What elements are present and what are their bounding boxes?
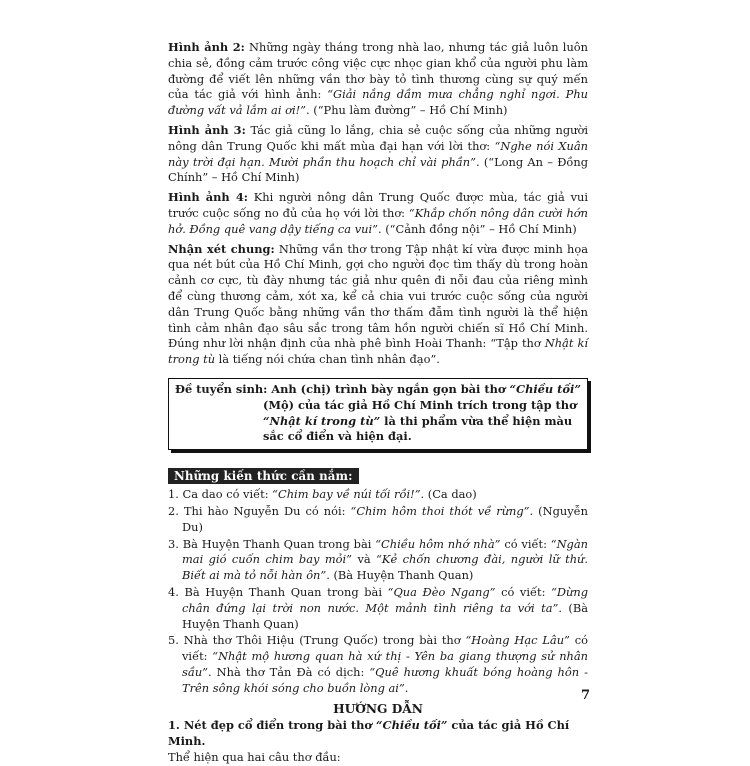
item-quote: “Quê hương khuất bóng hoàng hôn - Trên sông khói sóng cho buồn lòng ai”: [182, 664, 588, 695]
item-text: .: [404, 680, 409, 695]
item-text: có viết:: [500, 536, 551, 551]
list-item: [168, 537, 588, 584]
list-item: [168, 585, 588, 632]
paragraph-image-3: [168, 123, 588, 186]
paragraph-image-4: [168, 190, 588, 237]
item-quote: “Qua Đèo Ngang”: [387, 584, 496, 599]
item-text: và: [352, 552, 377, 567]
guide-sub-text: của tác giả Hồ Chí Minh.: [168, 718, 570, 749]
item-text: . (Bà Huyện Thanh Quan): [182, 600, 588, 631]
item-quote: “Dừng chân đứng lại trời non nước. Một mảnh tình riêng ta với ta”: [182, 584, 588, 615]
guide-subheading: [168, 718, 588, 750]
item-text: . (Ca dao): [420, 487, 477, 502]
item-text: . Nhà thơ Tản Đà có dịch:: [208, 664, 370, 679]
poem-quote: “Nghe nói Xuân này trời đại hạn. Mười phần thu hoạch chỉ vài phần”: [168, 138, 589, 169]
list-item: [168, 487, 588, 503]
exam-text: (Mộ) của tác giả Hồ Chí Minh trích trong tập thơ: [263, 397, 577, 412]
item-text: Nhà thơ Thôi Hiệu (Trung Quốc) trong bài thơ: [183, 633, 466, 648]
item-text: Bà Huyện Thanh Quan trong bài: [182, 536, 376, 551]
paragraph-general-comment: [168, 242, 588, 368]
item-quote: “Chiều hôm nhớ nhà”: [375, 536, 501, 551]
paragraph-lead: Hình ảnh 4:: [168, 190, 248, 205]
exam-question-box: [168, 378, 588, 450]
item-quote: “Kẻ chốn chương đài, người lữ thứ. Biết ai mà tỏ nỗi hàn ôn”: [182, 552, 588, 583]
poem-quote: “Giải nắng dầm mưa chẳng nghỉ ngơi. Phu đường vất vả lắm ai ơi!”: [168, 87, 588, 118]
item-text: có viết:: [182, 633, 588, 664]
exam-text: Anh (chị) trình bày ngắn gọn bài thơ: [267, 381, 510, 396]
guide-sub-text: 1. Nét đẹp cổ điển trong bài thơ: [168, 718, 376, 733]
item-text: Bà Huyện Thanh Quan trong bài: [184, 584, 388, 599]
item-text: Ca dao có viết:: [182, 487, 273, 502]
paragraph-text: Những vần thơ trong Tập nhật kí vừa được minh họa qua nét bút của Hồ Chí Minh, gợi cho người đọc tìm thấy dù trong hoàn cảnh cơ cực, tù đày nhưng tác giả như quên đi nỗi đau của riêng mình để cùng thương cảm, xót xa, kể cả chia vui trước cuộc sống của người dân Trung Quốc bằng những vần thơ thấm đẫm tình người là thể hiện tình cảm nhân đạo sâu sắc trong tâm hồn người chiến sĩ Hồ Chí Minh. Đúng như lời nhận định của nhà phê bình Hoài Thanh: “Tập thơ: [168, 241, 588, 351]
exam-text: là thi phẩm vừa thể hiện màu sắc cổ điển và hiện đại.: [263, 413, 573, 444]
list-item: [168, 504, 588, 536]
exam-question: [175, 382, 581, 445]
guide-heading: HƯỚNG DẪN: [333, 702, 423, 717]
page-number: 7: [580, 688, 590, 703]
paragraph-text: Những ngày tháng trong nhà lao, nhưng tác giả luôn luôn chia sẻ, đồng cảm trước công việc cực nhọc gian khổ của người phu làm đường để viết lên những vần thơ bày tỏ tình thương cùng sự quý mến của tác giả với hình ảnh:: [168, 40, 588, 102]
item-text: . (Nguyễn Du): [182, 503, 588, 534]
guide-poem-title: “Chiều tối”: [376, 718, 448, 733]
item-text: có viết:: [495, 584, 552, 599]
exam-tag: Đề tuyển sinh:: [175, 381, 268, 396]
knowledge-list: [168, 487, 588, 696]
list-item: [168, 633, 588, 696]
item-text: Thi hào Nguyễn Du có nói:: [183, 503, 351, 518]
item-number: 5.: [168, 633, 179, 648]
exam-collection-title: “Nhật kí trong tù”: [263, 413, 381, 428]
quote-source: . (“Long An – Đồng Chính” – Hồ Chí Minh): [168, 154, 589, 185]
exam-poem-title: “Chiều tối”: [509, 381, 581, 396]
item-quote: “Chim bay về núi tối rồi!”: [272, 487, 421, 502]
paragraph-end: là tiếng nói chứa chan tình nhân đạo”.: [215, 352, 440, 367]
page-content: [168, 40, 588, 766]
quote-source: . (“Cảnh đồng nội” – Hồ Chí Minh): [377, 221, 577, 236]
paragraph-text: Khi người nông dân Trung Quốc được mùa, tác giả vui trước cuộc sống no đủ của họ với lời thơ:: [168, 190, 588, 220]
item-quote: “Nhật mộ hương quan hà xứ thị - Yên ba giang thượng sử nhân sầu”: [182, 649, 589, 679]
paragraph-lead: Nhận xét chung:: [168, 241, 275, 256]
item-quote: “Ngàn mai gió cuốn chim bay mỏi”: [182, 536, 588, 567]
guide-line: Thể hiện qua hai câu thơ đầu:: [168, 750, 341, 765]
paragraph-lead: Hình ảnh 3:: [168, 122, 246, 137]
paragraph-lead: Hình ảnh 2:: [168, 40, 245, 54]
poem-quote: “Khắp chốn nông dân cười hớn hở. Đồng quê vang dậy tiếng ca vui”: [168, 205, 588, 236]
item-number: 2.: [168, 503, 179, 518]
paragraph-image-2: [168, 40, 588, 119]
item-quote: “Chim hôm thoi thót về rừng”: [350, 503, 530, 518]
item-number: 4.: [168, 584, 179, 599]
paragraph-text: Tác giả cũng lo lắng, chia sẻ cuộc sống của những người nông dân Trung Quốc khi mất mùa đại hạn với lời thơ:: [168, 122, 588, 153]
item-number: 1.: [168, 487, 179, 502]
item-number: 3.: [168, 536, 179, 551]
knowledge-section-title: Những kiến thức cần nắm:: [168, 468, 359, 484]
item-text: . (Bà Huyện Thanh Quan): [326, 568, 474, 583]
book-title: Nhật kí trong tù: [168, 336, 588, 367]
item-quote: “Hoàng Hạc Lâu”: [465, 633, 570, 648]
quote-source: . (“Phu làm đường” – Hồ Chí Minh): [306, 103, 508, 118]
